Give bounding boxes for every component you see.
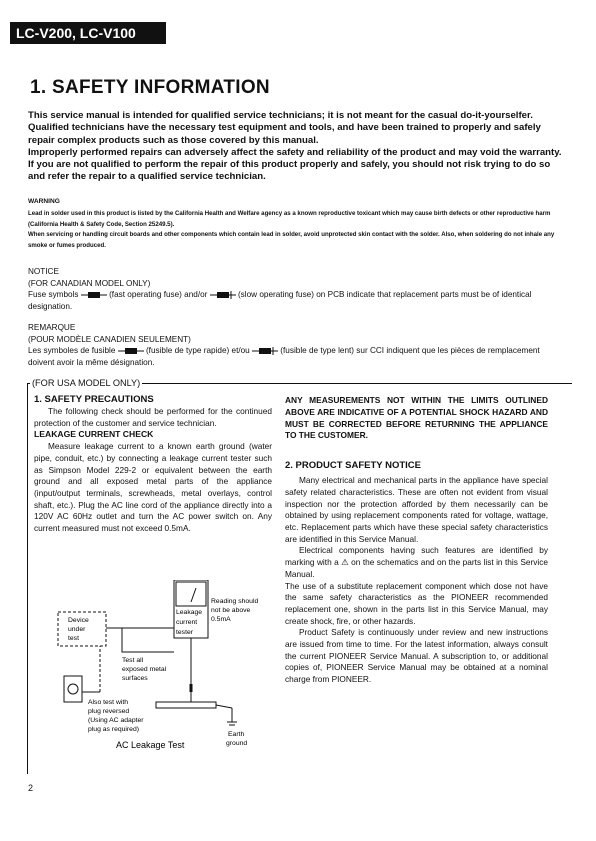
intro-text — [28, 110, 568, 184]
remarque-text — [28, 345, 568, 368]
notice-text-b: (fast operating fuse) and/or — [109, 290, 208, 300]
intro-paragraph-1: This service manual is intended for qualified service technicians; it is not meant for the casual do-it-yourselfer. Qualified technicians have the necessary test equipment and tools, and have been trained to properly and safely repair complex products such as those covered by this manual. — [28, 110, 541, 146]
product-safety-heading: 2. PRODUCT SAFETY NOTICE — [285, 460, 422, 472]
slow-fuse-icon — [210, 291, 236, 299]
test-all-label-2: exposed metal — [122, 666, 167, 673]
tester-label-2: current — [176, 619, 198, 626]
notice-text — [28, 289, 568, 312]
earth-label-1: Earth — [228, 731, 245, 738]
meter-needle-icon — [191, 588, 196, 602]
reading-label-2: not be above — [211, 607, 251, 614]
device-label-3: test — [68, 635, 79, 642]
slow-fuse-icon — [252, 347, 278, 355]
tester-label-1: Leakage — [176, 609, 203, 616]
right-column — [285, 395, 548, 686]
plug-icon — [68, 684, 78, 694]
meter-dial-icon — [176, 582, 206, 606]
notice-block — [28, 266, 568, 312]
ac-leakage-test-diagram — [36, 580, 276, 756]
warning-title: WARNING — [28, 198, 60, 205]
intro-paragraph-2: Improperly performed repairs can adversely affect the safety and reliability of the product and may void the warranty. If you are not qualified to perform the repair of this product properly and safely, you should not risk trying to do so and refer the repair to a qualified service technician. — [28, 146, 562, 183]
model-header: LC-V200, LC-V100 — [10, 22, 166, 44]
test-all-label-3: surfaces — [122, 675, 148, 682]
usa-section-label: (FOR USA MODEL ONLY) — [32, 378, 141, 388]
reading-label-1: Reading should — [211, 598, 259, 605]
safety-precautions-text: The following check should be performed for the continued protection of the customer and service technician. — [34, 406, 272, 428]
warning-paragraph-1: Lead in solder used in this product is listed by the California Health and Welfare agency as a known reproductive toxicant which may cause birth defects or other reproductive harm (California Health & Safety Code, Section 25249.5). — [28, 209, 551, 228]
remarque-block — [28, 322, 568, 368]
fast-fuse-icon — [118, 347, 144, 355]
remarque-text-a: Les symboles de fusible — [28, 346, 116, 356]
remarque-subtitle: (POUR MODÈLE CANADIEN SEULEMENT) — [28, 334, 191, 344]
reading-label-3: 0.5mA — [211, 616, 231, 623]
remarque-text-c: (fusible de type lent) sur CCI indiquent que les pièces de remplacement doivent avoir la même désignation. — [28, 346, 540, 367]
shock-hazard-warning: ANY MEASUREMENTS NOT WITHIN THE LIMITS OUTLINED ABOVE ARE INDICATIVE OF A POTENTIAL SHOCK HAZARD AND MUST BE CORRECTED BEFORE RETURNING THE APPLIANCE TO THE CUSTOMER. — [285, 395, 548, 441]
product-safety-paragraph-2: Electrical components having such features are identified by marking with a ⚠ on the schematics and on the parts list in this Service Manual. — [285, 545, 548, 579]
diagram-caption: AC Leakage Test — [116, 740, 185, 750]
remarque-text-b: (fusible de type rapide) et/ou — [145, 346, 250, 356]
notice-subtitle: (FOR CANADIAN MODEL ONLY) — [28, 278, 151, 288]
reversed-label-1: Also test with — [88, 699, 129, 706]
warning-paragraph-2: When servicing or handling circuit boards and other components which contain lead in solder, avoid unprotected skin contact with the solder. Also, when soldering do not inhale any smoke or fumes produced. — [28, 231, 555, 250]
probe-wire — [122, 628, 174, 652]
warning-block — [28, 197, 568, 252]
page-number: 2 — [28, 783, 34, 793]
left-column — [34, 394, 272, 535]
notice-text-c: (slow operating fuse) on PCB indicate that replacement parts must be of identical designation. — [28, 290, 532, 311]
product-safety-paragraph-4: Product Safety is continuously under review and new instructions are issued from time to time. For the latest information, always consult the current PIONEER Service Manual. A subscription to, or additional copies of, PIONEER Service Manual may be obtained at a nominal charge from PIONEER. — [285, 627, 548, 685]
reversed-label-4: plug as required) — [88, 726, 140, 733]
tester-label-3: tester — [176, 629, 193, 636]
leakage-check-heading: LEAKAGE CURRENT CHECK — [34, 429, 154, 440]
reversed-label-3: (Using AC adapter — [88, 717, 144, 724]
wall-outlet-icon — [64, 676, 82, 702]
page-title: 1. SAFETY INFORMATION — [30, 77, 270, 98]
safety-precautions-heading: 1. SAFETY PRECAUTIONS — [34, 394, 154, 405]
test-all-label-1: Test all — [122, 657, 144, 664]
reversed-label-2: plug reversed — [88, 708, 130, 715]
notice-text-a: Fuse symbols — [28, 290, 79, 300]
product-safety-paragraph-3: The use of a substitute replacement component which dose not have the same safety characteristics as the PIONEER recommended replacement one, shown in the parts list in this Service Manual, may create shock, fire, or other hazards. — [285, 580, 548, 626]
earth-label-2: ground — [226, 740, 248, 747]
notice-title: NOTICE — [28, 267, 59, 276]
remarque-title: REMARQUE — [28, 323, 76, 332]
device-label-1: Device — [68, 617, 89, 624]
fast-fuse-icon — [81, 291, 107, 299]
device-label-2: under — [68, 626, 86, 633]
product-safety-paragraph-1: Many electrical and mechanical parts in the appliance have special safety related characteristics. These are often not evident from visual inspection nor the protection afforded by them necessarily can be obtained by using replacement components rated for voltage, wattage, etc. Replacement parts which have these special safety characteristics are identified in this Service Manual. — [285, 475, 548, 544]
water-pipe-icon — [156, 702, 216, 708]
leakage-check-text: Measure leakage current to a known earth ground (water pipe, conduit, etc.) by connecting a leakage current tester such as Simpson Model 229-2 or equivalent between the earth ground and all exposed metal parts of the appliance (input/output terminals, screwheads, metal overlays, control shaft, etc.). Plug the AC line cord of the appliance directly into a 120V AC 60Hz outlet and turn the AC power switch on. Any current measured must not exceed 0.5mA. — [34, 441, 272, 534]
